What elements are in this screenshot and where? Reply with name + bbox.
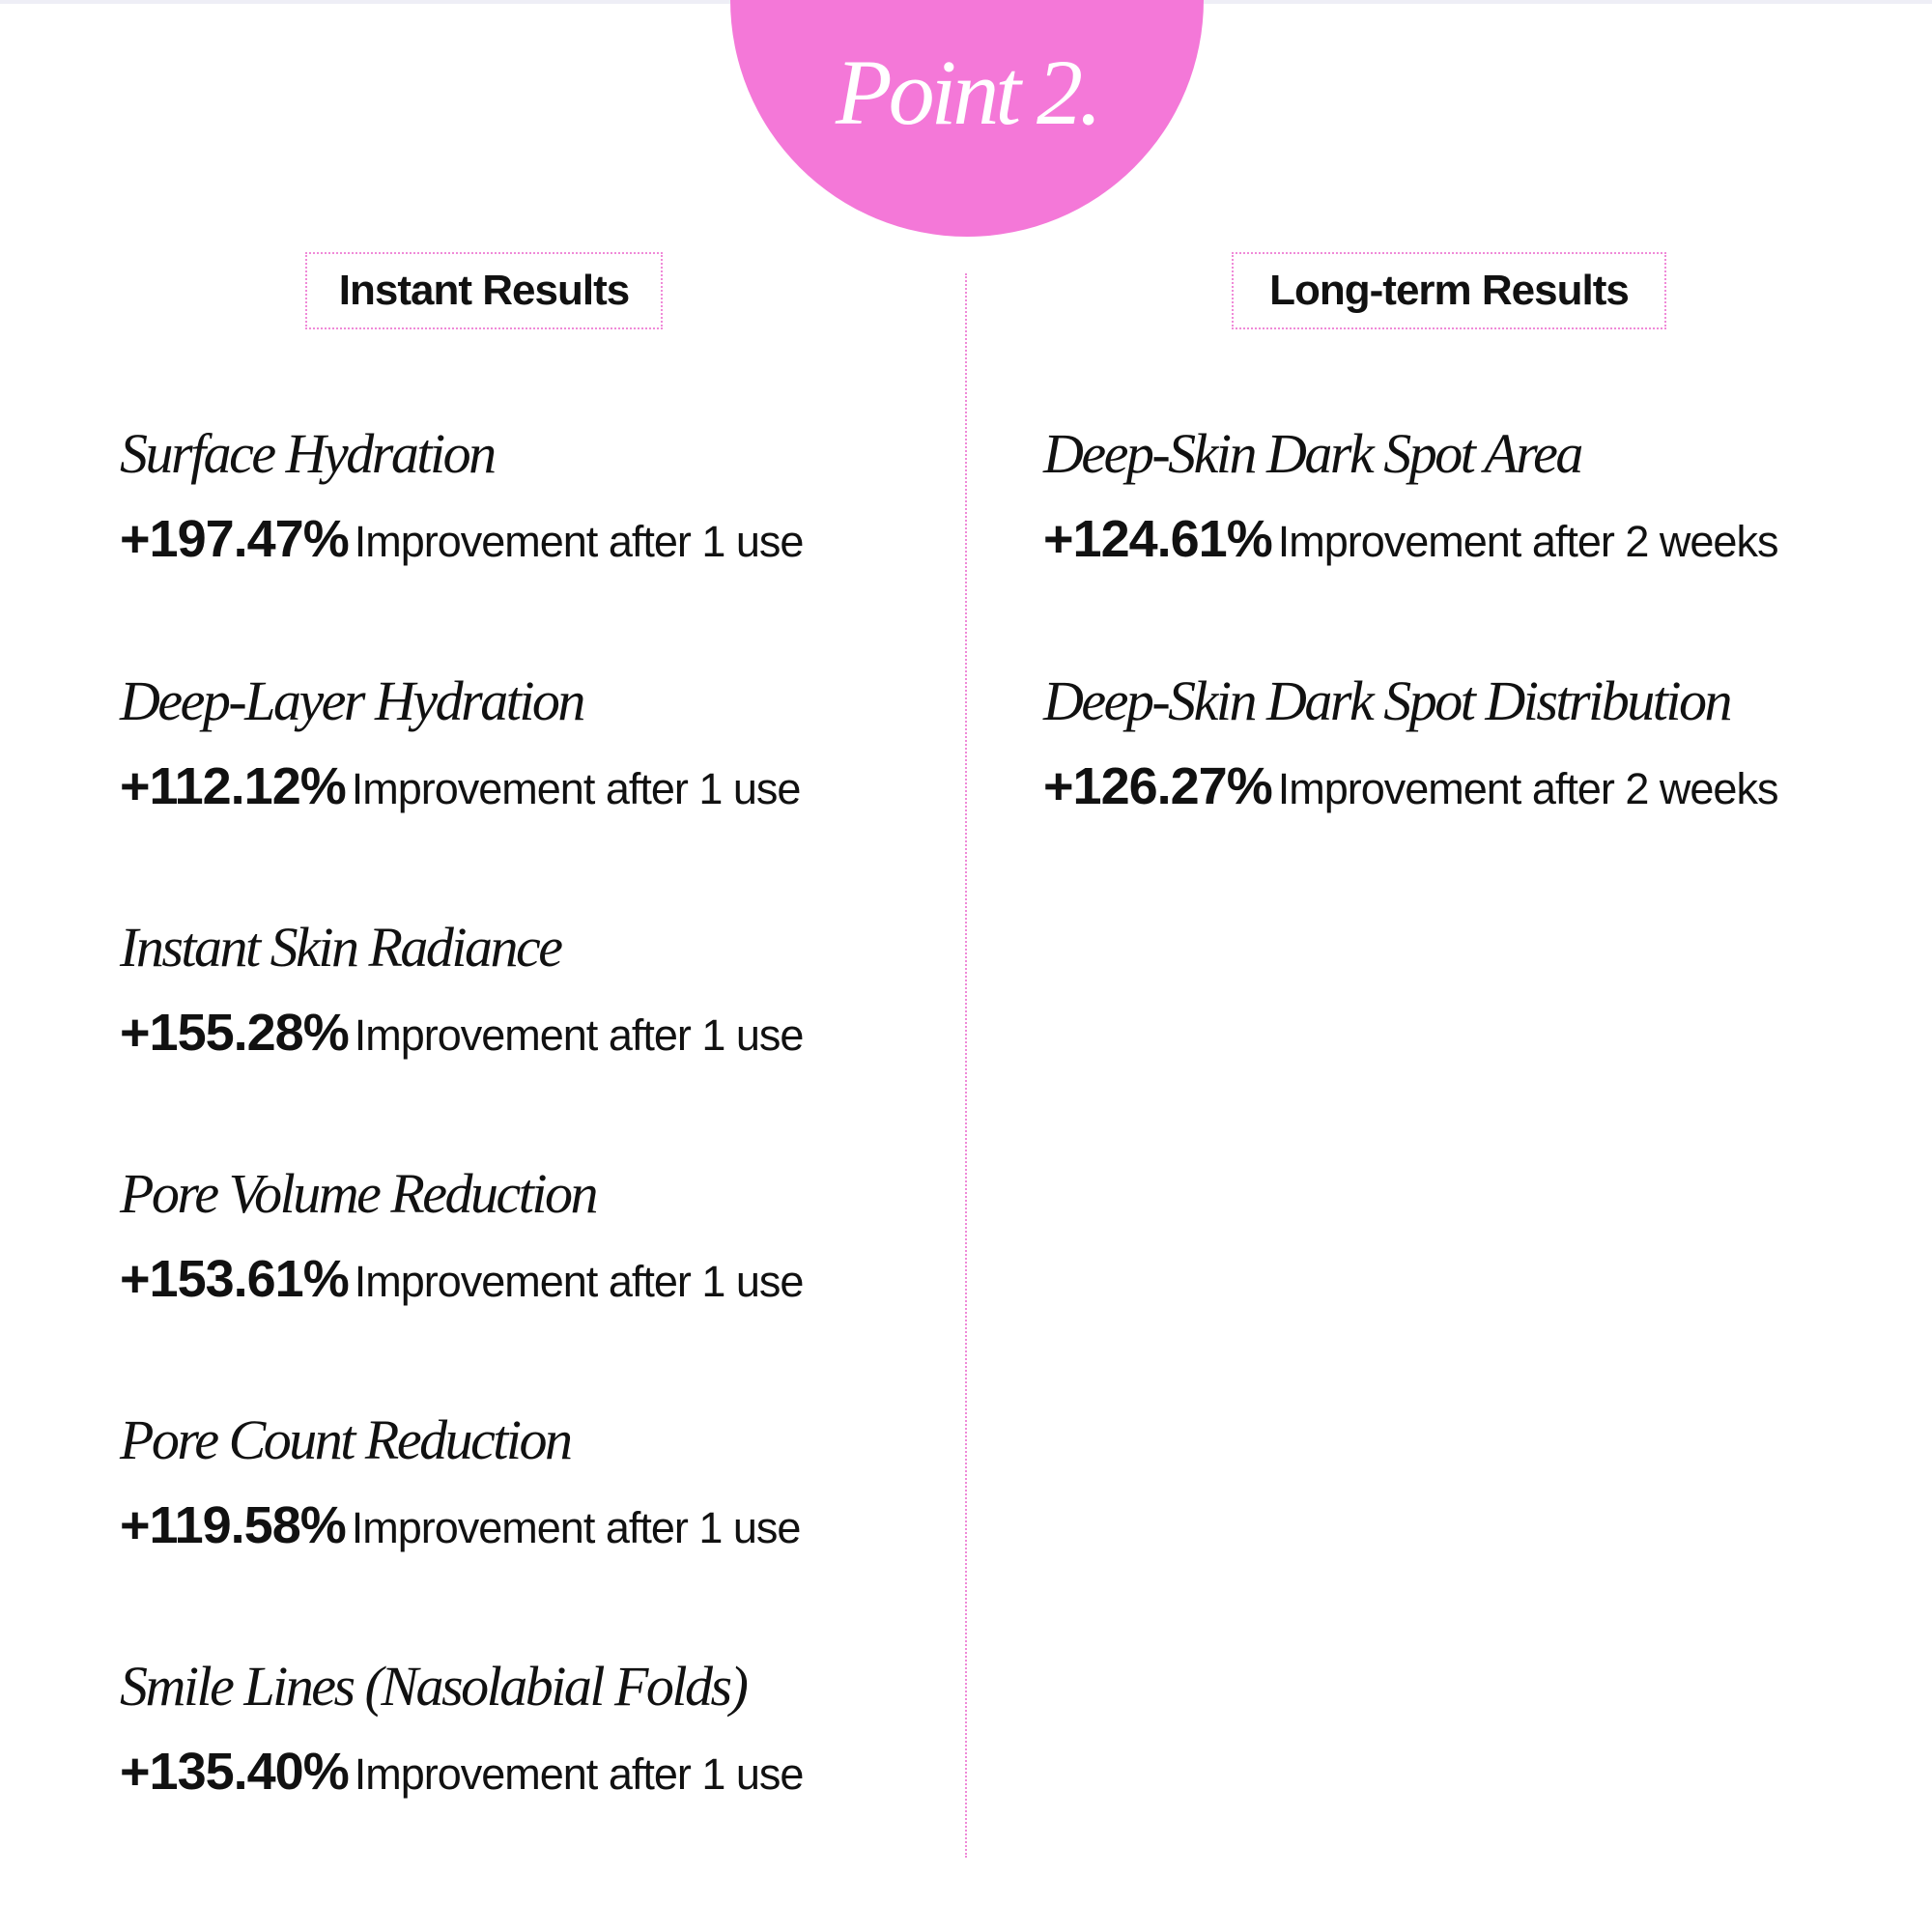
result-description: Improvement after 1 use xyxy=(354,1257,804,1306)
instant-result-item xyxy=(120,1162,804,1308)
result-value: +112.12% xyxy=(120,757,346,815)
result-title: Deep-Layer Hydration xyxy=(120,669,583,732)
result-line xyxy=(120,1743,804,1801)
result-value: +197.47% xyxy=(120,510,349,568)
instant-results-header: Instant Results xyxy=(305,252,663,329)
result-title: Deep-Skin Dark Spot Area xyxy=(1043,422,1581,485)
result-value: +126.27% xyxy=(1043,757,1272,815)
result-value: +155.28% xyxy=(120,1004,349,1062)
result-value: +135.40% xyxy=(120,1743,349,1801)
result-description: Improvement after 1 use xyxy=(351,1503,801,1552)
longterm-result-item xyxy=(1043,669,1778,815)
instant-result-item xyxy=(120,422,804,568)
result-title: Smile Lines (Nasolabial Folds) xyxy=(120,1655,747,1718)
result-line xyxy=(120,510,804,568)
result-line xyxy=(120,1004,804,1062)
result-description: Improvement after 1 use xyxy=(354,1010,804,1060)
result-description: Improvement after 2 weeks xyxy=(1277,764,1778,813)
longterm-results-header: Long-term Results xyxy=(1232,252,1666,329)
result-title: Pore Count Reduction xyxy=(120,1408,571,1471)
result-title: Instant Skin Radiance xyxy=(120,916,561,979)
result-description: Improvement after 1 use xyxy=(354,1749,804,1799)
point-badge xyxy=(730,0,1204,237)
result-title: Pore Volume Reduction xyxy=(120,1162,596,1225)
point-badge-label: Point 2. xyxy=(836,41,1098,144)
result-title: Deep-Skin Dark Spot Distribution xyxy=(1043,669,1730,732)
result-line xyxy=(1043,510,1778,568)
instant-result-item xyxy=(120,1408,801,1554)
result-line xyxy=(120,1250,804,1308)
result-value: +153.61% xyxy=(120,1250,349,1308)
result-value: +124.61% xyxy=(1043,510,1272,568)
column-divider xyxy=(965,273,967,1858)
result-line xyxy=(120,757,801,815)
result-title: Surface Hydration xyxy=(120,422,495,485)
result-description: Improvement after 1 use xyxy=(354,517,804,566)
instant-result-item xyxy=(120,669,801,815)
longterm-result-item xyxy=(1043,422,1778,568)
result-value: +119.58% xyxy=(120,1496,346,1554)
result-description: Improvement after 1 use xyxy=(351,764,801,813)
result-description: Improvement after 2 weeks xyxy=(1277,517,1778,566)
instant-result-item xyxy=(120,916,804,1062)
result-line xyxy=(120,1496,801,1554)
result-line xyxy=(1043,757,1778,815)
instant-result-item xyxy=(120,1655,804,1801)
